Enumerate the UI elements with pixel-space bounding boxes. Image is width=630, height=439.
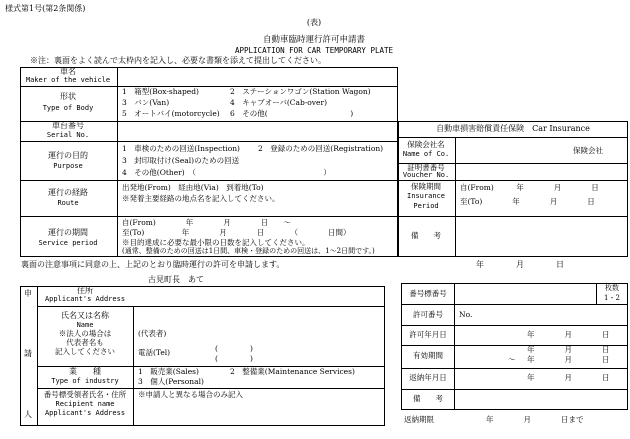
tel-paren-close-1: ) xyxy=(250,344,253,353)
body-option-6[interactable]: 6 その他( ) xyxy=(230,109,354,118)
insurance-from[interactable]: 自(From) 年 月 日 xyxy=(460,183,599,192)
insurance-company-suffix[interactable]: 保険会社 xyxy=(573,146,603,155)
representative-label[interactable]: (代表者) xyxy=(138,329,167,338)
title-ja: 自動車臨時運行許可申請書 xyxy=(262,35,366,45)
route-line-1: 出発地(From) 経由地(Via) 到着地(To) xyxy=(122,183,264,192)
body-option-1[interactable]: 1 箱型(Box-shaped) xyxy=(122,87,199,96)
permit-date-label: 許可年月日 xyxy=(409,330,447,339)
body-option-5[interactable]: 5 オートバイ(motorcycle) xyxy=(122,109,220,118)
purpose-option-1[interactable]: 1 車検のための回送(Inspection) xyxy=(122,144,240,153)
addressee: 古見町長 あて xyxy=(148,275,204,284)
vehicle-name-label: 車名 xyxy=(60,67,76,76)
applicant-side-2: 請 xyxy=(24,349,32,358)
body-option-4[interactable]: 4 キャブオーバ(Cab-over) xyxy=(230,98,327,107)
recipient-label-en1: Recipient name xyxy=(55,400,115,408)
insurance-period-label: 保険期間 xyxy=(411,182,441,191)
valid-tilde: ～ xyxy=(508,355,516,364)
recipient-label-en2: Applicant's Address xyxy=(44,409,126,417)
route-line-2: ※発着主要経路の地点名を記入してください。 xyxy=(122,194,280,203)
voucher-field[interactable] xyxy=(460,165,620,178)
side-label: (表) xyxy=(306,18,322,27)
body-type-label: 形状 xyxy=(60,92,76,101)
recipient-note: ※申請人と異なる場合のみ記入 xyxy=(138,390,243,399)
applicant-side-1: 申 xyxy=(24,289,32,298)
valid-from: 年 月 日 xyxy=(527,345,610,354)
insurance-to[interactable]: 至(To) 年 月 日 xyxy=(460,197,595,206)
plate-no-label: 番号標番号 xyxy=(409,289,447,298)
purpose-option-3[interactable]: 3 封印取付け(Seal)のための回送 xyxy=(122,156,240,165)
title-en: APPLICATION FOR CAR TEMPORARY PLATE xyxy=(234,46,394,55)
tel-paren-open-1: ( xyxy=(215,344,218,353)
insurance-period-label-en2: Period xyxy=(413,202,439,210)
purpose-label: 運行の目的 xyxy=(48,151,88,160)
insurance-company-label-en: Name of Co. xyxy=(402,150,450,158)
body-option-2[interactable]: 2 ステーションワゴン(Station Wagon) xyxy=(230,87,371,96)
permit-no-prefix: No. xyxy=(459,310,473,319)
period-note-1: ※目的達成に必要な最小限の日数を記入してください。 xyxy=(122,238,310,247)
address-label: 住所 xyxy=(77,286,93,295)
voucher-label: 証明書番号 xyxy=(407,163,445,172)
insurance-company-label: 保険会社名 xyxy=(407,140,445,149)
body-option-3[interactable]: 3 バン(Van) xyxy=(122,98,170,107)
purpose-label-en: Purpose xyxy=(53,162,83,170)
serial-label-en: Serial No. xyxy=(46,131,90,139)
industry-label-en: Type of industry xyxy=(51,377,119,385)
name-note-2: 代表者名も xyxy=(66,338,104,347)
applicant-side-3: 人 xyxy=(24,410,32,419)
address-label-en: Applicant's Address xyxy=(44,295,126,303)
return-date-label: 返納年月日 xyxy=(409,373,447,382)
recipient-field[interactable] xyxy=(138,402,378,422)
period-label: 運行の期間 xyxy=(48,228,88,237)
tel-paren-close-2: ) xyxy=(250,354,253,363)
voucher-label-en: Voucher No. xyxy=(402,171,450,179)
period-to[interactable]: 至(To) 年 月 日 （ 日間） xyxy=(122,228,351,237)
permit-no-label: 許可番号 xyxy=(413,310,443,319)
industry-option-2[interactable]: 2 整備業(Maintenance Services) xyxy=(230,367,355,376)
sheets-value: 1・2 xyxy=(604,294,620,302)
form-number: 様式第1号(第2条関係) xyxy=(5,4,86,13)
note: ※注：裏面をよく読んで太枠内を記入し、必要な書類を添えて提出してください。 xyxy=(30,56,326,65)
name-note-3: 記入してください xyxy=(55,347,115,356)
period-label-en: Service period xyxy=(38,239,98,247)
name-note-1: ※法人の場合は xyxy=(58,329,112,338)
valid-to: 年 月 日 xyxy=(527,355,610,364)
valid-label: 有効期間 xyxy=(413,351,443,360)
declaration: 裏面の注意事項に同意の上、上記のとおり臨時運行の許可を申請します。 xyxy=(21,260,285,269)
industry-option-3[interactable]: 3 個人(Personal) xyxy=(138,377,204,386)
serial-field[interactable] xyxy=(122,124,392,138)
tel-field[interactable] xyxy=(221,346,248,364)
return-date-value: 年 月 日 xyxy=(527,373,610,382)
office-remarks-label: 備 考 xyxy=(413,394,443,403)
tel-paren-open-2: ( xyxy=(215,354,218,363)
vehicle-name-field[interactable] xyxy=(122,70,392,84)
industry-label: 業 種 xyxy=(69,367,101,376)
period-from[interactable]: 自(From) 年 月 日 ～ xyxy=(122,218,291,227)
purpose-option-2[interactable]: 2 登録のための回送(Registration) xyxy=(258,144,384,153)
deadline-value: 年 月 日まで xyxy=(486,415,584,424)
period-note-2: (通常、整備のための回送は1日間、車検・登録のための回送は、1～2日間です。) xyxy=(122,247,375,255)
insurance-period-label-en1: Insurance xyxy=(407,192,445,200)
body-type-label-en: Type of Body xyxy=(42,104,94,112)
serial-label: 車台番号 xyxy=(52,121,84,130)
declaration-date[interactable]: 年 月 日 xyxy=(476,260,564,269)
route-label-en: Route xyxy=(57,199,79,207)
tel-label: 電話(Tel) xyxy=(138,348,171,357)
recipient-label: 番号標受領者氏名・住所 xyxy=(43,390,127,399)
sheets-label: 枚数 xyxy=(605,284,619,292)
insurance-remarks-label: 備 考 xyxy=(411,231,441,240)
industry-option-1[interactable]: 1 販売業(Sales) xyxy=(138,367,199,376)
address-field[interactable] xyxy=(138,289,378,304)
name-label-en: Name xyxy=(76,321,94,329)
insurance-header: 自動車損害賠償責任保険 Car Insurance xyxy=(436,124,590,133)
deadline-label: 返納期限 xyxy=(404,415,434,424)
route-label: 運行の経路 xyxy=(48,188,88,197)
vehicle-name-label-en: Maker of the vehicle xyxy=(25,76,111,84)
name-label: 氏名又は名称 xyxy=(61,311,109,320)
purpose-option-4[interactable]: 4 その他(Other) （ ） xyxy=(122,168,331,177)
permit-date-value: 年 月 日 xyxy=(527,330,610,339)
